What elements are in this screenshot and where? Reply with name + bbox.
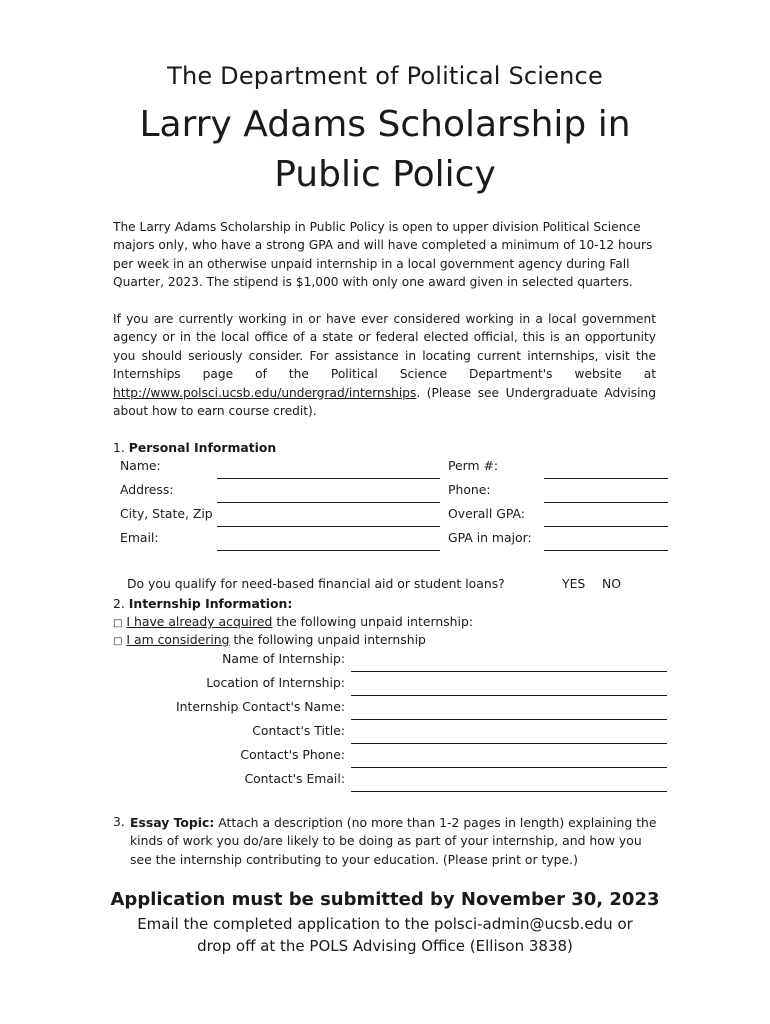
internship-option-considering[interactable]: [113, 632, 426, 647]
internship-name-label: Name of Internship:: [222, 651, 345, 666]
essay-section-number: 3.: [113, 814, 125, 829]
personal-section-heading: [113, 440, 276, 455]
phone-line[interactable]: [544, 502, 668, 503]
essay-heading: Essay Topic:: [130, 815, 215, 830]
contact-name-label: Internship Contact's Name:: [175, 699, 345, 714]
section-title: Internship Information:: [128, 596, 293, 611]
title-line-2: Public Policy: [274, 154, 496, 195]
department-heading: The Department of Political Science: [167, 62, 603, 90]
overall-gpa-label: Overall GPA:: [448, 506, 525, 521]
essay-section: [130, 814, 658, 869]
perm-label: Perm #:: [448, 458, 499, 473]
contact-title-line[interactable]: [351, 743, 667, 744]
title-line-1: Larry Adams Scholarship in: [139, 104, 631, 145]
email-label: Email:: [120, 530, 159, 545]
intro-paragraph-2: [113, 310, 656, 420]
internship-option-acquired[interactable]: [113, 614, 473, 629]
address-label: Address:: [120, 482, 174, 497]
contact-phone-line[interactable]: [351, 767, 667, 768]
submission-line-1: Email the completed application to the polsci-admin@ucsb.edu or: [137, 915, 633, 933]
page-title: [0, 100, 770, 200]
submission-line-2: drop off at the POLS Advising Office (Ellison 3838): [197, 937, 573, 955]
city-label: City, State, Zip: [120, 506, 213, 521]
name-label: Name:: [120, 458, 161, 473]
internship-location-line[interactable]: [351, 695, 667, 696]
essay-text: Attach a description (no more than 1-2 pages in length) explaining the kinds of work you do/are likely to be doing as part of your internship, and how you see the internship contributing to your education. (Please print or type.): [130, 815, 657, 867]
internship-section-heading: [113, 596, 292, 611]
intro-paragraph-2-text: If you are currently working in or have ever considered working in a local government agency or in the local office of a state or federal elected official, this is an opportunity you should seriously consider. For assistance in locating current internships, visit the Internships page of the Political Science Department's website at: [113, 312, 656, 382]
deadline-heading: Application must be submitted by November 30, 2023: [110, 889, 660, 910]
address-line[interactable]: [217, 502, 440, 503]
option-emphasis: I am considering: [126, 632, 230, 647]
intro-paragraph-2-after: . (Please see Undergraduate Advising about how to earn course credit).: [113, 385, 656, 419]
contact-title-label: Contact's Title:: [252, 723, 345, 738]
internship-location-label: Location of Internship:: [206, 675, 345, 690]
no-option[interactable]: NO: [602, 576, 622, 591]
option-emphasis: I have already acquired: [126, 614, 273, 629]
section-title: Personal Information: [128, 440, 277, 455]
section-number: 2.: [113, 596, 125, 611]
internships-link[interactable]: http://www.polsci.ucsb.edu/undergrad/internships: [113, 385, 417, 400]
name-line[interactable]: [217, 478, 440, 479]
yes-option[interactable]: YES: [562, 576, 586, 591]
internship-name-line[interactable]: [351, 671, 667, 672]
option-text: the following unpaid internship: [229, 632, 426, 647]
checkbox-icon[interactable]: □: [113, 636, 123, 647]
option-text: the following unpaid internship:: [272, 614, 473, 629]
city-line[interactable]: [217, 526, 440, 527]
section-number: 1.: [113, 440, 125, 455]
intro-paragraph-1: The Larry Adams Scholarship in Public Policy is open to upper division Political Science majors only, who have a strong GPA and will have completed a minimum of 10-12 hours per week in an otherwise unpaid internship in a local government agency during Fall Quarter, 2023. The stipend is $1,000 with only one award given in selected quarters.: [113, 220, 653, 290]
contact-email-label: Contact's Email:: [244, 771, 345, 786]
contact-email-line[interactable]: [351, 791, 667, 792]
contact-phone-label: Contact's Phone:: [240, 747, 345, 762]
email-line[interactable]: [217, 550, 440, 551]
aid-question: Do you qualify for need-based financial aid or student loans?: [127, 576, 505, 591]
phone-label: Phone:: [448, 482, 491, 497]
perm-line[interactable]: [544, 478, 668, 479]
checkbox-icon[interactable]: □: [113, 618, 123, 629]
gpa-major-line[interactable]: [544, 550, 668, 551]
contact-name-line[interactable]: [351, 719, 667, 720]
overall-gpa-line[interactable]: [544, 526, 668, 527]
gpa-major-label: GPA in major:: [448, 530, 532, 545]
